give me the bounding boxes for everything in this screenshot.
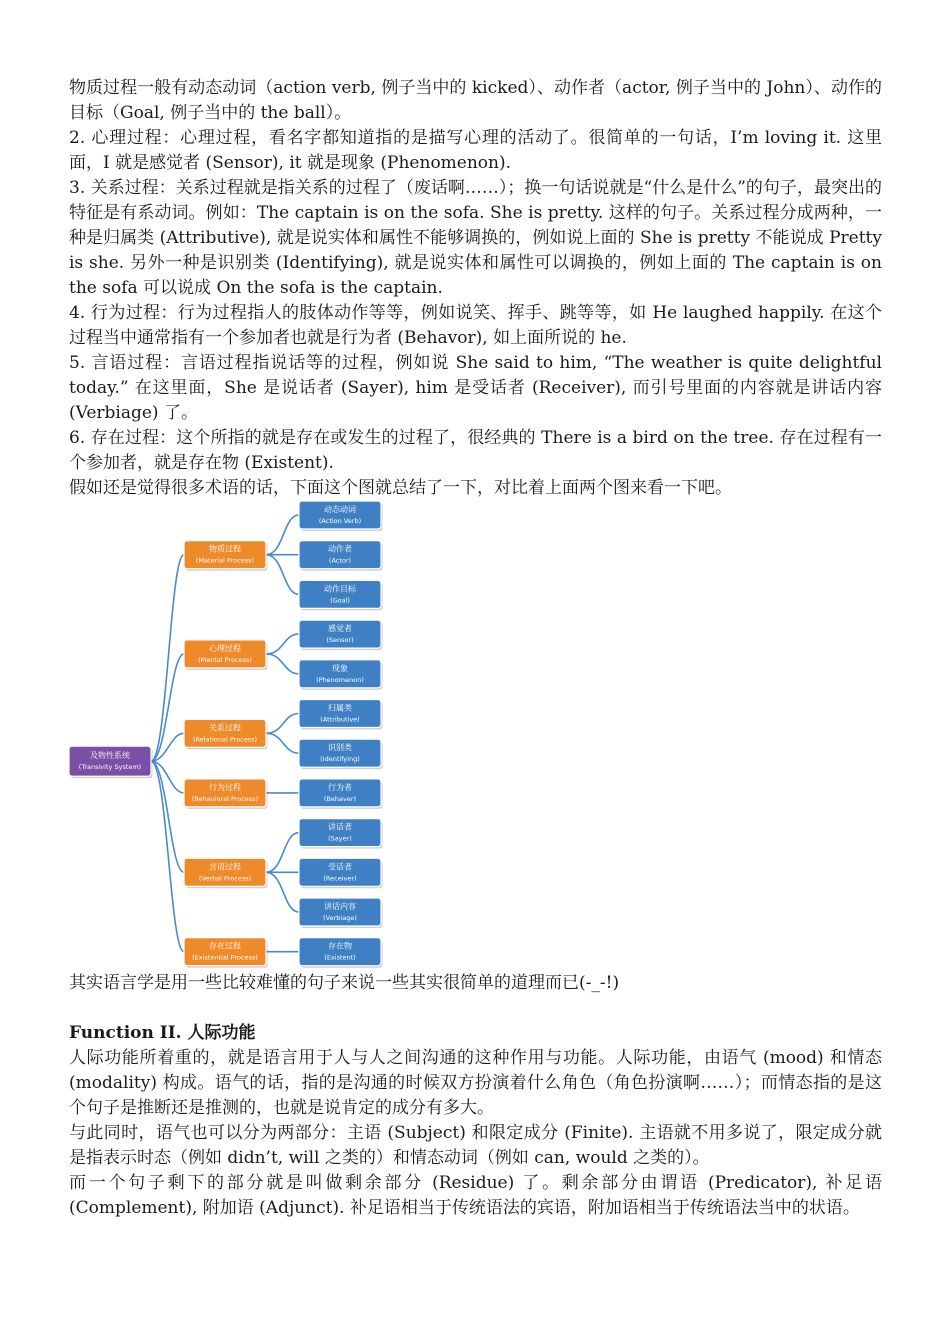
paragraph: 6. 存在过程：这个所指的就是存在或发生的过程了，很经典的 There is a bird on the tree. 存在过程有一个参加者，就是存在物 (Existent). xyxy=(69,428,882,473)
node-title: 现象 xyxy=(332,663,348,673)
node-subtitle: (Action Verb) xyxy=(318,517,362,525)
participant-node xyxy=(299,938,383,968)
paragraph: 物质过程一般有动态动词（action verb, 例子当中的 kicked）、动作者（actor, 例子当中的 John）、动作的目标（Goal, 例子当中的 the ball）。 xyxy=(69,78,882,123)
paragraph: 4. 行为过程：行为过程指人的肢体动作等等，例如说笑、挥手、跳等等，如 He laughed happily. 在这个过程当中通常指有一个参加者也就是行为者 (Behavor), 如上面所说的 he. xyxy=(69,303,882,348)
connector-line xyxy=(151,761,184,952)
process-node xyxy=(184,640,268,670)
node-title: 心理过程 xyxy=(209,643,241,653)
participant-node xyxy=(299,501,383,531)
connector-line xyxy=(266,654,299,674)
node-title: 归属类 xyxy=(328,703,352,713)
node-title: 关系过程 xyxy=(209,723,241,733)
node-title: 物质过程 xyxy=(209,544,241,554)
node-subtitle: (Actor) xyxy=(328,556,352,565)
connector-line xyxy=(266,515,299,555)
connector-line xyxy=(266,833,299,873)
participant-node xyxy=(299,660,383,690)
node-title: 动作者 xyxy=(328,544,352,554)
closing-remark xyxy=(69,971,882,996)
participant-node xyxy=(299,819,383,849)
participant-node xyxy=(299,739,383,769)
node-title: 行为过程 xyxy=(209,782,241,792)
node-subtitle: (Material Process) xyxy=(195,556,255,565)
node-title: 动态动词 xyxy=(324,505,356,514)
body-text-top xyxy=(69,76,882,501)
participant-node xyxy=(299,580,383,610)
node-subtitle: (Attributive) xyxy=(320,715,360,724)
node-title: 及物性系统 xyxy=(90,751,130,761)
node-subtitle: (Phenomenon) xyxy=(316,675,364,684)
paragraph: 2. 心理过程：心理过程，看名字都知道指的是描写心理的活动了。很简单的一句话，I’m loving it. 这里面，I 就是感觉者 (Sensor), it 就是现象 (Phenomenon). xyxy=(69,128,882,173)
node-subtitle: (Transivity System) xyxy=(78,763,142,772)
node-subtitle: (Verbiage) xyxy=(323,914,357,922)
node-title: 讲话者 xyxy=(328,822,352,832)
paragraph: 假如还是觉得很多术语的话，下面这个图就总结了一下，对比着上面两个图来看一下吧。 xyxy=(69,478,732,498)
participant-node xyxy=(299,700,383,730)
paragraph: 人际功能所着重的，就是语言用于人与人之间沟通的这种作用与功能。人际功能，由语气 (mood) 和情态 (modality) 构成。语气的话，指的是沟通的时候双方扮演着什么角色（角色扮演啊……）；而情态指的是这个句子是推断还是推测的，也就是说肯定的成分有多大。 xyxy=(69,1048,882,1118)
process-node xyxy=(184,779,268,809)
paragraph: 其实语言学是用一些比较难懂的句子来说一些其实很简单的道理而已(-_-!) xyxy=(69,973,620,993)
paragraph: 3. 关系过程：关系过程就是指关系的过程了（废话啊……）；换一句话说就是“什么是什么”的句子，最突出的特征是有系动词。例如：The captain is on the sofa. She is pretty. 这样的句子。关系过程分成两种，一种是归属类 (Attributive), 就是说实体和属性不能够调换的，例如说上面的 She is pretty 不能说成 Pretty is she. 另外一种是识别类 (Identifying), 就是说实体和属性可以调换的，例如上面的 The captain is on the sofa 可以说成 On the sofa is the captain. xyxy=(69,178,882,298)
paragraph: 5. 言语过程：言语过程指说话等的过程，例如说 She said to him, “The weather is quite delightful today.” 在这里面，She 是说话者 (Sayer), him 是受话者 (Receiver), 而引号里面的内容就是讲话内容 (Verbiage) 了。 xyxy=(69,353,882,423)
participant-node xyxy=(299,620,383,650)
connector-line xyxy=(266,733,299,753)
process-node xyxy=(184,938,268,968)
participant-node xyxy=(299,541,383,571)
participant-node xyxy=(299,779,383,809)
node-title: 感觉者 xyxy=(328,624,352,634)
node-subtitle: (Goal) xyxy=(330,596,350,605)
node-title: 受话者 xyxy=(328,862,352,872)
node-subtitle: (Mental Process) xyxy=(198,655,252,664)
participant-node xyxy=(299,898,383,928)
section-heading: Function II. 人际功能 xyxy=(69,1023,256,1043)
connector-line xyxy=(266,714,299,734)
node-title: 行为者 xyxy=(328,782,352,792)
node-subtitle: (Sensor) xyxy=(326,636,354,645)
node-title: 动作目标 xyxy=(324,584,356,594)
node-subtitle: (Existent) xyxy=(324,953,356,962)
node-title: 存在物 xyxy=(328,941,352,951)
node-title: 识别类 xyxy=(328,743,352,753)
node-subtitle: (Verbal Process) xyxy=(198,874,252,883)
node-title: 言语过程 xyxy=(209,862,241,872)
connector-line xyxy=(266,872,299,912)
process-node xyxy=(184,541,268,571)
node-subtitle: (Sayer) xyxy=(328,834,352,843)
node-subtitle: (Behaver) xyxy=(323,794,357,803)
paragraph: 而一个句子剩下的部分就是叫做剩余部分 (Residue) 了。剩余部分由谓语 (Predicator), 补足语 (Complement), 附加语 (Adjunct). 补足语相当于传统语法的宾语，附加语相当于传统语法当中的状语。 xyxy=(69,1173,882,1218)
transitivity-system-diagram xyxy=(69,497,385,969)
node-subtitle: (Identifying) xyxy=(320,755,360,764)
node-subtitle: (Relational Process) xyxy=(192,735,258,744)
node-subtitle: (Receiver) xyxy=(323,874,357,883)
paragraph: 与此同时，语气也可以分为两部分：主语 (Subject) 和限定成分 (Finite). 主语就不用多说了，限定成分就是指表示时态（例如 didn’t, will 之类的）和情态动词（例如 can, would 之类的）。 xyxy=(69,1123,882,1168)
connector-line xyxy=(266,555,299,595)
root-node xyxy=(69,746,153,778)
process-node xyxy=(184,719,268,749)
node-subtitle: (Behavioral Process) xyxy=(191,794,259,803)
body-text-section xyxy=(69,1046,882,1221)
node-title: 存在过程 xyxy=(209,941,241,951)
process-node xyxy=(184,858,268,888)
participant-node xyxy=(299,858,383,888)
node-subtitle: (Existential Process) xyxy=(192,953,258,962)
connector-line xyxy=(266,634,299,654)
node-title: 讲话内容 xyxy=(324,902,356,911)
